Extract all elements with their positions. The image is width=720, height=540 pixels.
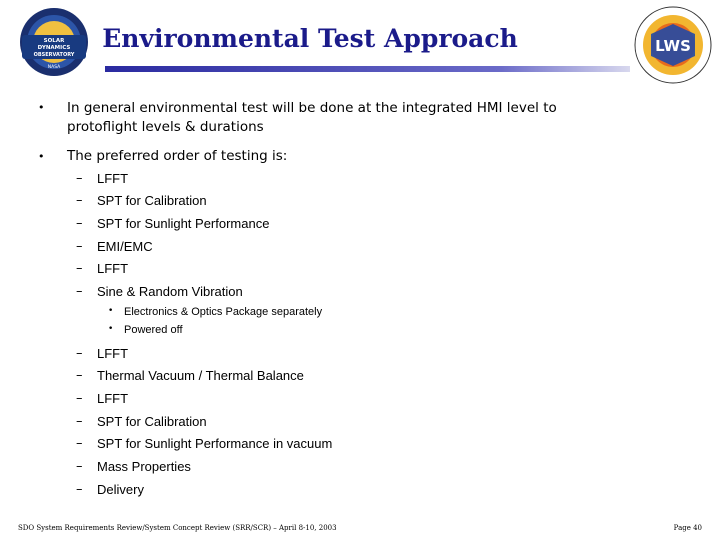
list-item: LFFT <box>97 391 129 406</box>
list-item: SPT for Sunlight Performance <box>97 216 270 231</box>
bullet-marker: • <box>38 101 45 114</box>
sub-list-item: Powered off <box>124 324 183 336</box>
dash-marker: – <box>76 284 83 299</box>
title-rule <box>105 66 630 72</box>
list-item: SPT for Sunlight Performance in vacuum <box>97 436 333 451</box>
list-item: LFFT <box>97 261 129 276</box>
page-number: Page 40 <box>673 524 702 532</box>
dash-marker: – <box>76 368 83 383</box>
slide-title: Environmental Test Approach <box>102 24 518 53</box>
lws-logo <box>632 4 714 86</box>
list-item: Delivery <box>97 482 144 497</box>
dash-marker: – <box>76 261 83 276</box>
dash-marker: – <box>76 239 83 254</box>
sub-list-item: Electronics & Optics Package separately <box>124 306 323 318</box>
logo-right-text: LWS <box>655 37 691 55</box>
dash-marker: – <box>76 459 83 474</box>
dash-marker: – <box>76 346 83 361</box>
list-item: LFFT <box>97 171 129 186</box>
logo-left-line-4: NASA <box>47 65 61 70</box>
list-item: SPT for Calibration <box>97 193 207 208</box>
dash-marker: – <box>76 193 83 208</box>
dash-marker: – <box>76 391 83 406</box>
logo-left-line-2: DYNAMICS <box>37 45 71 51</box>
list-item: Mass Properties <box>97 459 191 474</box>
sub-bullet-marker: • <box>108 324 114 334</box>
list-item: LFFT <box>97 346 129 361</box>
dash-marker: – <box>76 482 83 497</box>
logo-left-line-1: SOLAR <box>43 38 65 44</box>
bullet-text: The preferred order of testing is: <box>67 148 288 164</box>
list-item: EMI/EMC <box>97 239 153 254</box>
list-item: Sine & Random Vibration <box>97 284 243 299</box>
dash-marker: – <box>76 216 83 231</box>
bullet-marker: • <box>38 150 45 163</box>
footer-text: SDO System Requirements Review/System Concept Review (SRR/SCR) – April 8-10, 2003 <box>18 524 337 532</box>
list-item: Thermal Vacuum / Thermal Balance <box>97 368 304 383</box>
dash-marker: – <box>76 436 83 451</box>
dash-marker: – <box>76 414 83 429</box>
list-item: SPT for Calibration <box>97 414 207 429</box>
sub-bullet-marker: • <box>108 306 114 316</box>
bullet-text: In general environmental test will be done at the integrated HMI level to protoflight levels & durations <box>67 100 557 135</box>
logo-left-line-3: OBSERVATORY <box>33 52 75 58</box>
dash-marker: – <box>76 171 83 186</box>
